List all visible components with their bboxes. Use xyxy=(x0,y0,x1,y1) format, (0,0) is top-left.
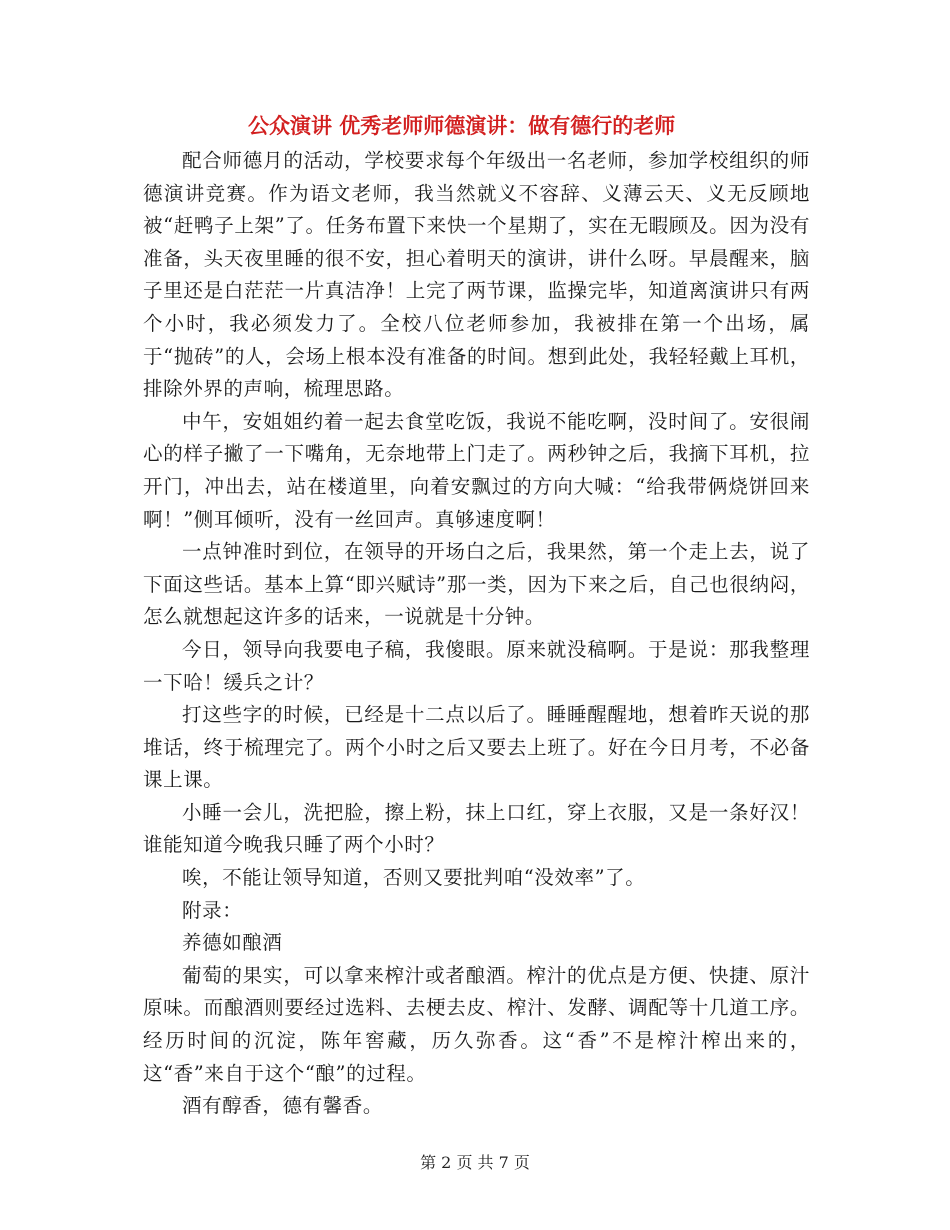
paragraph: 配合师德月的活动，学校要求每个年级出一名老师，参加学校组织的师德演讲竞赛。作为语文老师，我当然就义不容辞、义薄云天、义无反顾地被“赶鸭子上架”了。任务布置下来快一个星期了，实在无暇顾及。因为没有准备，头天夜里睡的很不安，担心着明天的演讲，讲什么呀。早晨醒来，脑子里还是白茫茫一片真洁净！上完了两节课，监操完毕，知道离演讲只有两个小时，我必须发力了。全校八位老师参加，我被排在第一个出场，属于“抛砖”的人，会场上根本没有准备的时间。想到此处，我轻轻戴上耳机，排除外界的声响，梳理思路。 xyxy=(143,149,810,401)
page-number-footer: 第 2 页 共 7 页 xyxy=(420,1153,530,1172)
paragraph: 酒有醇香，德有馨香。 xyxy=(182,1094,384,1118)
paragraph: 小睡一会儿，洗把脸，擦上粉，抹上口红，穿上衣服，又是一条好汉！谁能知道今晚我只睡了两个小时？ xyxy=(143,800,810,857)
paragraph: 一点钟准时到位，在领导的开场白之后，我果然，第一个走上去，说了下面这些话。基本上算“即兴赋诗”那一类，因为下来之后，自己也很纳闷，怎么就想起这许多的话来，一说就是十分钟。 xyxy=(143,540,810,629)
paragraph: 中午，安姐姐约着一起去食堂吃饭，我说不能吃啊，没时间了。安很闹心的样子撇了一下嘴角，无奈地带上门走了。两秒钟之后，我摘下耳机，拉开门，冲出去，站在楼道里，向着安飘过的方向大喊：“给我带俩烧饼回来啊！”侧耳倾听，没有一丝回声。真够速度啊！ xyxy=(143,409,810,531)
appendix-heading: 养德如酿酒 xyxy=(182,931,283,955)
paragraph: 打这些字的时候，已经是十二点以后了。睡睡醒醒地，想着昨天说的那堆话，终于梳理完了。两个小时之后又要去上班了。好在今日月考，不必备课上课。 xyxy=(143,703,810,792)
document-title: 公众演讲 优秀老师师德演讲：做有德行的老师 xyxy=(248,114,676,138)
paragraph: 今日，领导向我要电子稿，我傻眼。原来就没稿啊。于是说：那我整理一下哈！缓兵之计？ xyxy=(143,637,810,694)
paragraph: 葡萄的果实，可以拿来榨汁或者酿酒。榨汁的优点是方便、快捷、原汁原味。而酿酒则要经过选料、去梗去皮、榨汁、发酵、调配等十几道工序。经历时间的沉淀，陈年窖藏，历久弥香。这“香”不是榨汁榨出来的，这“香”来自于这个“酿”的过程。 xyxy=(143,963,810,1085)
appendix-label: 附录： xyxy=(182,898,243,922)
document-body xyxy=(143,145,810,1123)
paragraph: 唉，不能让领导知道，否则又要批判咱“没效率”了。 xyxy=(182,866,646,890)
